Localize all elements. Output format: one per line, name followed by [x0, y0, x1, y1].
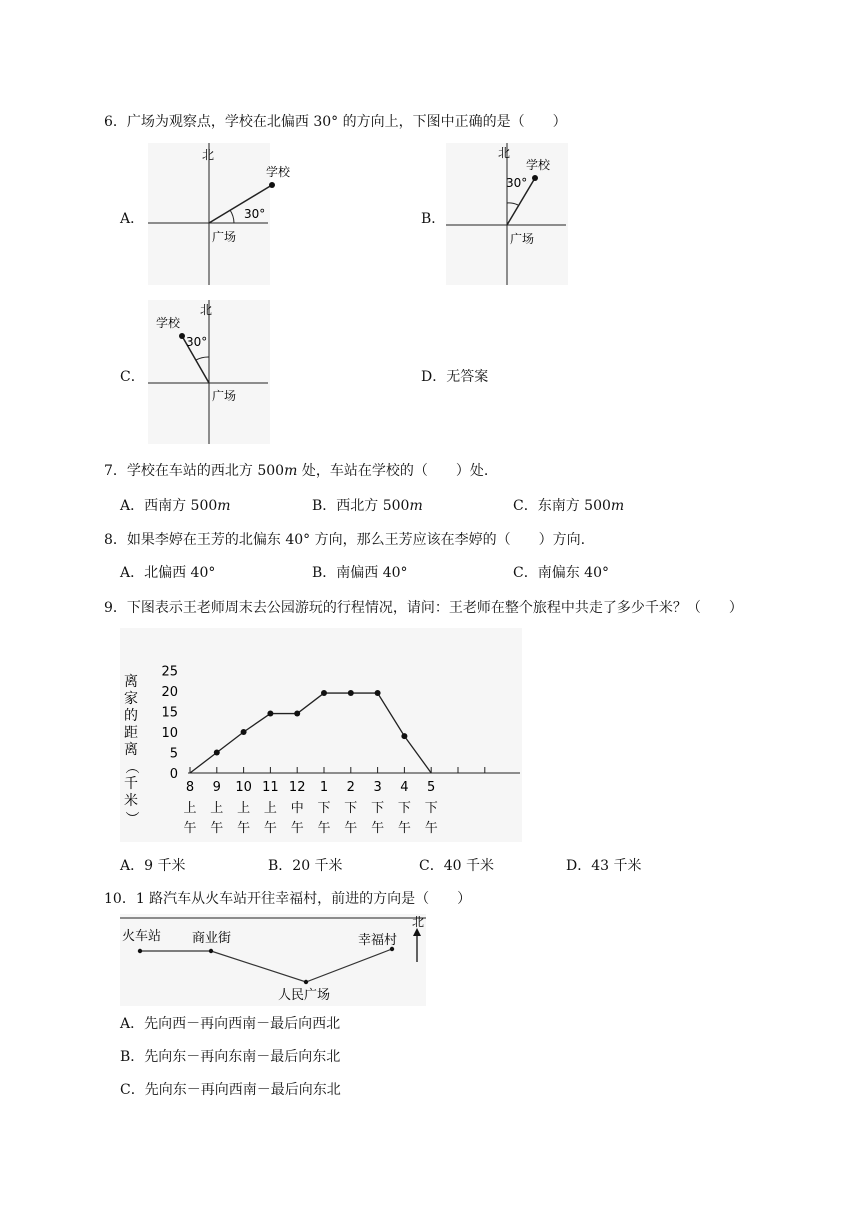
y-tick-label: 20 [161, 685, 178, 700]
x-tick-number: 2 [346, 780, 355, 795]
village-label: 幸福村 [358, 933, 398, 948]
x-tick-period: 下 [317, 801, 331, 816]
option-9d: D．43 千米 [566, 858, 642, 874]
y-tick-label: 10 [161, 726, 178, 741]
x-tick-number: 8 [185, 780, 195, 795]
option-8c: C．南偏东 40° [513, 565, 609, 581]
street-point [209, 949, 213, 953]
figure-6a [148, 143, 291, 285]
data-point [214, 750, 220, 756]
data-point [375, 690, 381, 696]
option-7c: C．东南方 500m [513, 498, 625, 514]
y-tick-label: 25 [161, 664, 178, 680]
y-axis-label-char: 家 [124, 691, 138, 707]
question-8-text: 8．如果李婷在王芳的北偏东 40° 方向，那么王芳应该在李婷的（ ）方向. [104, 532, 586, 548]
x-tick-period: 下 [397, 801, 411, 816]
y-axis-label-char: 距 [124, 725, 138, 741]
x-tick-number: 3 [373, 780, 382, 795]
x-tick-number: 10 [235, 780, 252, 795]
y-axis-label-char: 千 [124, 776, 138, 792]
station-point [138, 949, 142, 953]
y-tick-label: 0 [169, 767, 178, 782]
x-tick-period: 午 [237, 821, 251, 836]
angle-label: 30° [244, 207, 266, 221]
y-axis-label-char: （ [123, 760, 139, 774]
svg-text:广场: 广场 [510, 232, 535, 246]
travel-line-chart [120, 628, 522, 842]
x-tick-period: 上 [183, 801, 197, 816]
y-axis-label-char: 的 [124, 708, 138, 724]
y-axis-label-char: 离 [124, 674, 138, 690]
x-tick-period: 午 [290, 821, 304, 836]
x-tick-period: 午 [183, 821, 197, 836]
data-point [348, 690, 354, 696]
data-point [241, 729, 247, 735]
option-9b: B．20 千米 [268, 858, 343, 874]
y-tick-label: 5 [169, 746, 178, 762]
data-point [321, 690, 327, 696]
x-tick-period: 下 [424, 801, 438, 816]
y-axis-label-char: 米 [124, 793, 138, 809]
option-10b: B．先向东－再向东南－最后向东北 [120, 1049, 341, 1065]
question-6-text: 6．广场为观察点，学校在北偏西 30° 的方向上，下图中正确的是（ ） [104, 114, 567, 130]
x-tick-period: 午 [371, 821, 385, 836]
square-label: 广场 [212, 230, 237, 244]
route-map [120, 914, 426, 1006]
x-tick-period: 上 [237, 801, 251, 816]
x-tick-number: 5 [427, 780, 436, 795]
north-label: 北 [202, 148, 215, 162]
x-tick-number: 1 [319, 780, 329, 795]
option-7a: A．西南方 500m [120, 498, 231, 514]
x-tick-period: 下 [344, 801, 358, 816]
x-tick-period: 上 [210, 801, 224, 816]
option-10c: C．先向东－再向西南－最后向东北 [120, 1082, 341, 1098]
x-tick-number: 9 [212, 780, 221, 795]
data-point [294, 711, 300, 717]
x-tick-number: 12 [288, 780, 306, 795]
figure-6b [446, 143, 568, 285]
svg-text:学校: 学校 [526, 158, 551, 172]
option-6d: D．无答案 [421, 369, 489, 385]
option-6a-label: A． [120, 211, 145, 227]
svg-text:北: 北 [498, 146, 511, 160]
x-tick-number: 4 [400, 780, 409, 795]
x-tick-period: 下 [371, 801, 385, 816]
option-7b: B．西北方 500m [312, 498, 423, 514]
x-tick-period: 上 [263, 801, 277, 816]
north-label: 北 [412, 915, 425, 929]
svg-text:广场: 广场 [212, 389, 237, 403]
data-point [267, 711, 273, 717]
option-6c-label: C． [120, 369, 145, 385]
option-10a: A．先向西－再向西南－最后向西北 [120, 1016, 341, 1032]
option-8b: B．南偏西 40° [312, 565, 408, 581]
x-tick-period: 午 [344, 821, 358, 836]
plaza-point [304, 980, 308, 984]
x-tick-period: 午 [397, 821, 411, 836]
option-8a: A．北偏西 40° [120, 565, 216, 581]
x-tick-period: 午 [317, 821, 331, 836]
x-tick-period: 午 [210, 821, 224, 836]
street-label: 商业街 [192, 931, 232, 946]
y-axis-label-char: 离 [124, 742, 138, 758]
figure-6c [148, 300, 270, 444]
y-axis-label [123, 674, 139, 825]
svg-text:30°: 30° [506, 176, 528, 190]
x-tick-period: 午 [424, 821, 438, 836]
station-label: 火车站 [122, 929, 162, 944]
x-tick-period: 中 [290, 801, 304, 816]
svg-text:北: 北 [200, 303, 213, 317]
option-9c: C．40 千米 [419, 858, 494, 874]
x-tick-period: 午 [263, 821, 277, 836]
y-axis-label-char: ） [123, 811, 139, 825]
school-label: 学校 [266, 165, 291, 179]
plaza-label: 人民广场 [278, 988, 331, 1003]
question-10-text: 10．1 路汽车从火车站开往幸福村，前进的方向是（ ） [104, 891, 472, 907]
y-tick-label: 15 [161, 705, 178, 721]
question-7-text: 7．学校在车站的西北方 500m 处，车站在学校的（ ）处. [104, 463, 489, 479]
svg-text:30°: 30° [186, 335, 208, 349]
data-point [401, 733, 407, 739]
x-tick-number: 11 [262, 780, 279, 795]
question-9-text: 9．下图表示王老师周末去公园游玩的行程情况，请问：王老师在整个旅程中共走了多少千米？（ ） [104, 600, 743, 616]
option-9a: A．9 千米 [120, 858, 186, 874]
svg-text:学校: 学校 [156, 316, 181, 330]
option-6b-label: B． [421, 211, 446, 227]
